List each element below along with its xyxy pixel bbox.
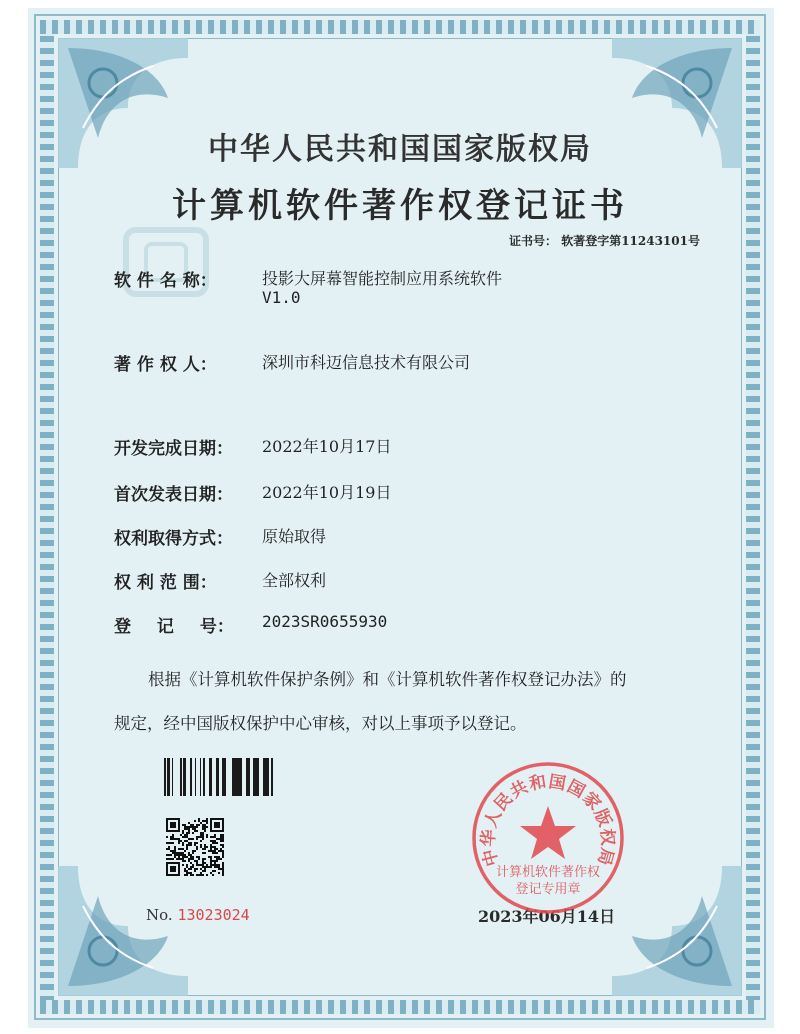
statement-line-1: 根据《计算机软件保护条例》和《计算机软件著作权登记办法》的 [148, 670, 627, 689]
corner-ornament-bottom-left [58, 866, 188, 996]
copyright-owner-value: 深圳市科迈信息技术有限公司 [262, 353, 471, 372]
software-version-value: V1.0 [262, 288, 301, 307]
serial-prefix: No. [146, 906, 173, 924]
software-name-label: 软 件 名 称： [114, 271, 217, 291]
certificate-number [509, 232, 700, 249]
registration-number-label: 登 记 号： [114, 617, 234, 637]
corner-ornament-bottom-right [612, 866, 742, 996]
qr-code [166, 818, 224, 876]
serial-number [146, 906, 250, 924]
publication-date-value: 2022年10月19日 [262, 483, 392, 502]
publication-date-label: 首次发表日期： [114, 485, 233, 505]
acquisition-method-value: 原始取得 [262, 527, 327, 546]
serial-value: 13023024 [177, 906, 250, 924]
seal-inner-line-1: 计算机软件著作权 [495, 865, 601, 880]
certificate-number-value: 软著登字第11243101号 [561, 234, 700, 248]
certificate-title: 计算机软件著作权登记证书 [172, 186, 628, 226]
issuer-heading: 中华人民共和国国家版权局 [208, 132, 592, 167]
completion-date-label: 开发完成日期： [114, 439, 233, 459]
software-name-value: 投影大屏幕智能控制应用系统软件 [262, 269, 503, 288]
barcode [164, 758, 276, 796]
seal-inner-line-2: 登记专用章 [515, 882, 581, 897]
copyright-owner-label: 著 作 权 人： [114, 355, 217, 375]
statement-line-2: 规定，经中国版权保护中心审核，对以上事项予以登记。 [114, 714, 527, 733]
rights-scope-label: 权 利 范 围： [114, 573, 217, 593]
registration-number-value: 2023SR0655930 [262, 612, 388, 631]
official-seal [470, 760, 626, 916]
issue-date: 2023年06月14日 [478, 907, 616, 926]
rights-scope-value: 全部权利 [262, 571, 327, 590]
acquisition-method-label: 权利取得方式： [114, 529, 233, 549]
completion-date-value: 2022年10月17日 [262, 437, 392, 456]
seal-ring-text: 中华人民共和国国家版权局 [478, 771, 618, 869]
certificate-number-label: 证书号： [508, 234, 557, 248]
